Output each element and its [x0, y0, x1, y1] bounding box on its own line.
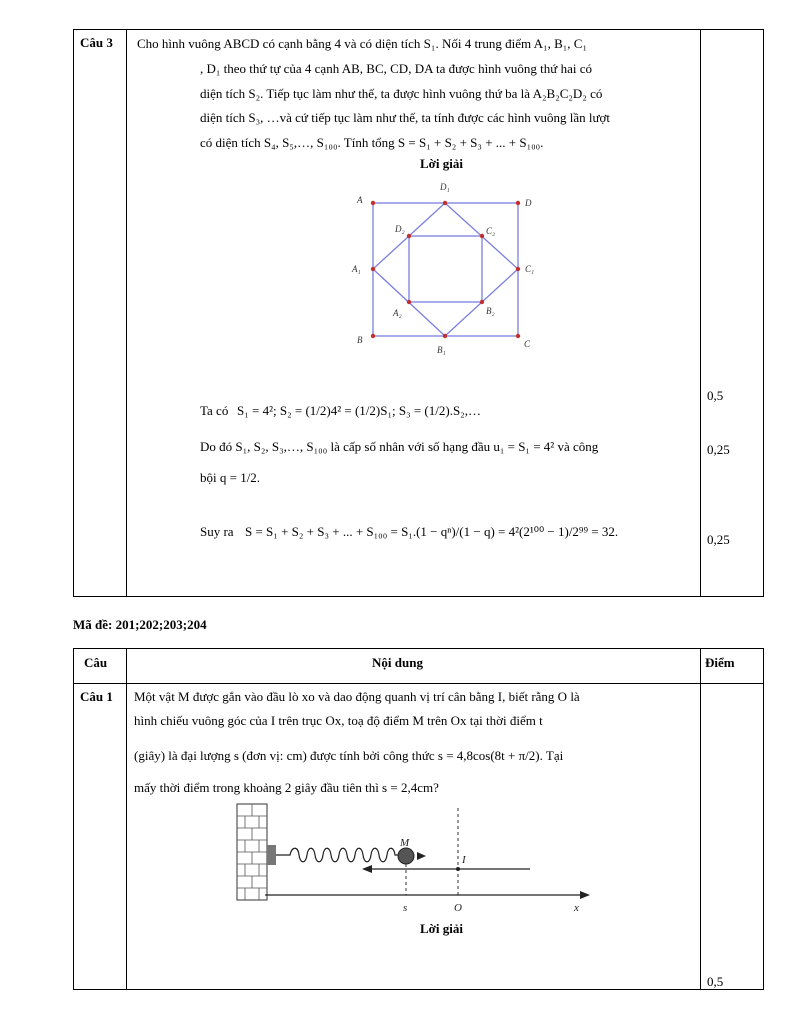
exam-code: Mã đề: 201;202;203;204 [73, 617, 207, 632]
q3-text-line4: diện tích S₃, …và cứ tiếp tục làm như thế, ta tính được các hình vuông lần lượt [200, 110, 611, 125]
q1-line2: hình chiếu vuông góc của I trên trục Ox, toạ độ điểm M trên Ox tại thời điểm t [134, 713, 543, 728]
label-d2: D₂ [395, 224, 405, 234]
q1-score: 0,5 [707, 974, 724, 989]
label-i: I [462, 854, 466, 866]
step3-formula: S = S₁ + S₂ + S₃ + ... + S₁₀₀ = S₁.(1 − qⁿ)/(1 − q) = 4²(2¹⁰⁰ − 1)/2⁹⁹ = 32. [245, 524, 619, 539]
label-b1: B₁ [437, 345, 446, 355]
q1-line4: mấy thời điểm trong khoảng 2 giây đầu tiên thì s = 2,4cm? [134, 780, 439, 795]
header-cau: Câu [84, 655, 108, 670]
score-1: 0,5 [707, 388, 724, 403]
q1-label: Câu 1 [80, 689, 113, 704]
spring-coil [276, 848, 400, 862]
q3-text-line3: diện tích S₂. Tiếp tục làm như thế, ta được hình vuông thứ ba là A₂B₂C₂D₂ có [200, 86, 603, 101]
q1-line3: (giây) là đại lượng s (đơn vị: cm) được tính bởi công thức s = 4,8cos(8t + π/2). Tại [134, 748, 564, 763]
step2-line1: Do đó S₁, S₂, S₃,…, S₁₀₀ là cấp số nhân với số hạng đầu u₁ = S₁ = 4² và công [200, 439, 599, 454]
header-diem: Điểm [705, 655, 735, 670]
label-d1: D₁ [440, 182, 450, 192]
mass-m [398, 848, 414, 864]
label-s: s [403, 902, 408, 914]
nested-squares-figure [340, 178, 550, 358]
score-3: 0,25 [707, 532, 730, 547]
label-a: A [357, 195, 363, 205]
q3-text-line2: , D₁ theo thứ tự của 4 cạnh AB, BC, CD, DA ta được hình vuông thứ hai có [200, 61, 592, 76]
label-a2: A₂ [393, 308, 402, 318]
label-b: B [357, 335, 363, 345]
score-2: 0,25 [707, 442, 730, 457]
label-x: x [574, 902, 579, 914]
step2-line2: bội q = 1/2. [200, 470, 261, 485]
step1-prefix: Ta có [200, 403, 229, 418]
q1-line1: Một vật M được gắn vào đầu lò xo và dao động quanh vị trí cân bằng I, biết rằng O là [134, 689, 580, 704]
label-b2: B₂ [486, 306, 495, 316]
q1-solution-title: Lời giải [420, 921, 463, 936]
label-c: C [524, 339, 531, 349]
solution-title: Lời giải [420, 156, 463, 171]
q3-text-line1: Cho hình vuông ABCD có cạnh bằng 4 và có diện tích S₁. Nối 4 trung điểm A₁, B₁, C₁ [137, 36, 587, 51]
label-c2: C₂ [486, 226, 496, 236]
label-c1: C₁ [525, 264, 535, 274]
spring-figure [234, 802, 594, 922]
q3-text-line5: có diện tích S₄, S₅,…, S₁₀₀. Tính tổng S = S₁ + S₂ + S₃ + ... + S₁₀₀. [200, 135, 544, 150]
step1-formula: S₁ = 4²; S₂ = (1/2)4² = (1/2)S₁; S₃ = (1/2).S₂,… [237, 403, 481, 418]
label-m: M [400, 837, 410, 849]
step3-prefix: Suy ra [200, 524, 234, 539]
question-label: Câu 3 [80, 35, 113, 50]
label-d: D [525, 198, 532, 208]
label-a1: A₁ [352, 264, 361, 274]
header-noi-dung: Nội dung [372, 655, 423, 670]
square-a2b2c2d2 [409, 236, 482, 302]
label-o: O [454, 902, 462, 914]
